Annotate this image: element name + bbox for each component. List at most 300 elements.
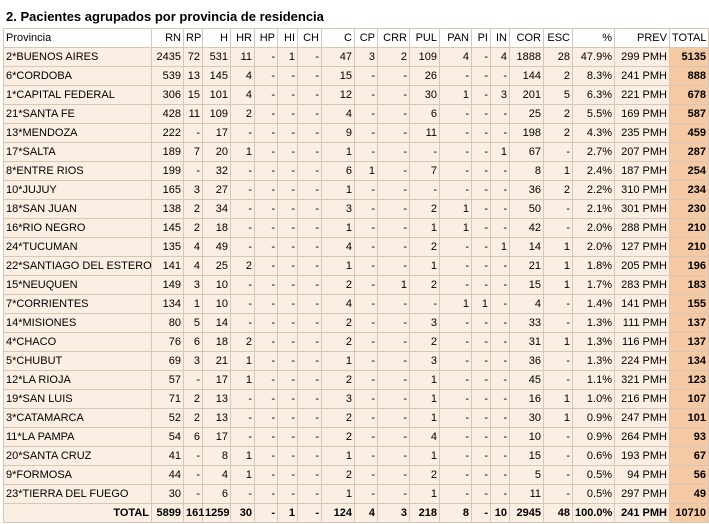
- value-cell: 134: [670, 352, 709, 371]
- value-cell: 297 PMH: [615, 485, 670, 504]
- value-cell: 1: [410, 371, 440, 390]
- total-cell: -: [255, 504, 278, 523]
- value-cell: -: [298, 371, 322, 390]
- value-cell: 3: [355, 48, 378, 67]
- column-header-hr: HR: [231, 29, 255, 48]
- column-header-rn: RN: [152, 29, 184, 48]
- value-cell: 67: [510, 143, 544, 162]
- value-cell: 45: [510, 371, 544, 390]
- table-row: [4, 371, 709, 390]
- value-cell: 30: [152, 485, 184, 504]
- value-cell: 6: [322, 162, 355, 181]
- value-cell: -: [298, 48, 322, 67]
- province-cell: 10*JUJUY: [4, 181, 152, 200]
- column-header-rp: RP: [184, 29, 203, 48]
- value-cell: -: [440, 276, 472, 295]
- value-cell: 2: [231, 333, 255, 352]
- value-cell: 8: [203, 447, 231, 466]
- value-cell: -: [355, 219, 378, 238]
- value-cell: -: [278, 67, 298, 86]
- value-cell: 2.0%: [573, 238, 615, 257]
- value-cell: -: [355, 390, 378, 409]
- value-cell: 5135: [670, 48, 709, 67]
- value-cell: -: [378, 409, 410, 428]
- value-cell: 21: [203, 352, 231, 371]
- value-cell: 1: [544, 390, 573, 409]
- value-cell: -: [298, 67, 322, 86]
- value-cell: -: [378, 238, 410, 257]
- total-cell: 10: [491, 504, 510, 523]
- value-cell: -: [255, 390, 278, 409]
- value-cell: -: [231, 219, 255, 238]
- value-cell: -: [472, 276, 491, 295]
- value-cell: 137: [670, 314, 709, 333]
- value-cell: -: [298, 447, 322, 466]
- province-cell: 18*SAN JUAN: [4, 200, 152, 219]
- value-cell: 1: [440, 200, 472, 219]
- value-cell: 8: [510, 162, 544, 181]
- value-cell: 5.5%: [573, 105, 615, 124]
- value-cell: -: [255, 485, 278, 504]
- value-cell: -: [278, 238, 298, 257]
- value-cell: 888: [670, 67, 709, 86]
- total-label: TOTAL: [4, 504, 152, 523]
- value-cell: 9: [322, 124, 355, 143]
- value-cell: 198: [510, 124, 544, 143]
- value-cell: -: [472, 238, 491, 257]
- province-cell: 2*BUENOS AIRES: [4, 48, 152, 67]
- value-cell: -: [255, 105, 278, 124]
- value-cell: -: [298, 181, 322, 200]
- value-cell: -: [298, 466, 322, 485]
- value-cell: -: [378, 428, 410, 447]
- value-cell: 230: [670, 200, 709, 219]
- value-cell: 2: [410, 238, 440, 257]
- value-cell: 2: [544, 124, 573, 143]
- value-cell: 141 PMH: [615, 295, 670, 314]
- value-cell: 30: [410, 86, 440, 105]
- value-cell: -: [355, 409, 378, 428]
- province-cell: 20*SANTA CRUZ: [4, 447, 152, 466]
- value-cell: 310 PMH: [615, 181, 670, 200]
- value-cell: -: [472, 485, 491, 504]
- value-cell: -: [378, 485, 410, 504]
- column-header-percent: %: [573, 29, 615, 48]
- value-cell: -: [298, 143, 322, 162]
- value-cell: 189: [152, 143, 184, 162]
- value-cell: 1.3%: [573, 314, 615, 333]
- value-cell: 2: [322, 314, 355, 333]
- value-cell: 1: [440, 295, 472, 314]
- table-row: [4, 86, 709, 105]
- value-cell: 135: [152, 238, 184, 257]
- value-cell: 4: [322, 295, 355, 314]
- value-cell: -: [410, 295, 440, 314]
- value-cell: 67: [670, 447, 709, 466]
- value-cell: 101: [203, 86, 231, 105]
- value-cell: -: [440, 409, 472, 428]
- value-cell: 221 PMH: [615, 86, 670, 105]
- table-row: [4, 238, 709, 257]
- value-cell: 1: [322, 485, 355, 504]
- value-cell: 1.3%: [573, 333, 615, 352]
- total-cell: 100.0%: [573, 504, 615, 523]
- value-cell: 13: [203, 409, 231, 428]
- value-cell: 1: [410, 409, 440, 428]
- value-cell: 149: [152, 276, 184, 295]
- value-cell: 134: [152, 295, 184, 314]
- value-cell: -: [378, 86, 410, 105]
- value-cell: 25: [203, 257, 231, 276]
- value-cell: -: [255, 67, 278, 86]
- table-body: [4, 48, 709, 504]
- value-cell: 4: [410, 428, 440, 447]
- value-cell: -: [355, 105, 378, 124]
- value-cell: -: [298, 428, 322, 447]
- province-cell: 9*FORMOSA: [4, 466, 152, 485]
- value-cell: 1: [440, 219, 472, 238]
- value-cell: 27: [203, 181, 231, 200]
- value-cell: 7: [410, 162, 440, 181]
- value-cell: 196: [670, 257, 709, 276]
- value-cell: -: [298, 295, 322, 314]
- table-row: [4, 257, 709, 276]
- value-cell: 14: [203, 314, 231, 333]
- total-cell: 1: [278, 504, 298, 523]
- value-cell: 138: [152, 200, 184, 219]
- value-cell: 2435: [152, 48, 184, 67]
- value-cell: 0.9%: [573, 428, 615, 447]
- value-cell: -: [440, 371, 472, 390]
- value-cell: -: [184, 485, 203, 504]
- value-cell: 1: [322, 352, 355, 371]
- section-title: 2. Pacientes agrupados por provincia de residencia: [6, 9, 324, 24]
- value-cell: -: [378, 295, 410, 314]
- value-cell: 10: [203, 295, 231, 314]
- value-cell: 49: [670, 485, 709, 504]
- value-cell: 20: [203, 143, 231, 162]
- province-cell: 6*CORDOBA: [4, 67, 152, 86]
- value-cell: -: [544, 314, 573, 333]
- table-row: [4, 105, 709, 124]
- value-cell: 11: [231, 48, 255, 67]
- value-cell: -: [472, 67, 491, 86]
- value-cell: 1: [278, 48, 298, 67]
- value-cell: 11: [410, 124, 440, 143]
- value-cell: 4: [322, 238, 355, 257]
- value-cell: 1: [491, 143, 510, 162]
- value-cell: -: [440, 124, 472, 143]
- table-row: [4, 466, 709, 485]
- column-header-h: H: [203, 29, 231, 48]
- value-cell: 2: [410, 276, 440, 295]
- value-cell: -: [491, 105, 510, 124]
- value-cell: 4: [440, 48, 472, 67]
- value-cell: -: [278, 428, 298, 447]
- value-cell: 4: [231, 67, 255, 86]
- value-cell: 15: [184, 86, 203, 105]
- value-cell: -: [355, 485, 378, 504]
- column-header-c: C: [322, 29, 355, 48]
- value-cell: 1: [322, 219, 355, 238]
- value-cell: 254: [670, 162, 709, 181]
- value-cell: -: [278, 333, 298, 352]
- value-cell: -: [255, 48, 278, 67]
- value-cell: 6: [184, 428, 203, 447]
- value-cell: -: [355, 124, 378, 143]
- value-cell: 306: [152, 86, 184, 105]
- province-cell: 14*MISIONES: [4, 314, 152, 333]
- value-cell: -: [298, 86, 322, 105]
- column-header-cp: CP: [355, 29, 378, 48]
- value-cell: 4.3%: [573, 124, 615, 143]
- column-header-in: IN: [491, 29, 510, 48]
- value-cell: 2: [322, 466, 355, 485]
- value-cell: 8.3%: [573, 67, 615, 86]
- value-cell: 2: [184, 409, 203, 428]
- value-cell: -: [298, 276, 322, 295]
- value-cell: 94 PMH: [615, 466, 670, 485]
- value-cell: -: [231, 162, 255, 181]
- value-cell: -: [378, 257, 410, 276]
- value-cell: -: [184, 162, 203, 181]
- value-cell: 2: [322, 371, 355, 390]
- value-cell: -: [255, 428, 278, 447]
- value-cell: -: [255, 143, 278, 162]
- value-cell: -: [355, 238, 378, 257]
- value-cell: 17: [203, 371, 231, 390]
- value-cell: 2: [231, 257, 255, 276]
- table-row: [4, 333, 709, 352]
- value-cell: 93: [670, 428, 709, 447]
- value-cell: -: [440, 105, 472, 124]
- value-cell: -: [298, 485, 322, 504]
- value-cell: 71: [152, 390, 184, 409]
- table-row: [4, 352, 709, 371]
- column-header-total: TOTAL: [670, 29, 709, 48]
- value-cell: 5: [510, 466, 544, 485]
- value-cell: 207 PMH: [615, 143, 670, 162]
- value-cell: 4: [203, 466, 231, 485]
- value-cell: -: [355, 257, 378, 276]
- value-cell: -: [472, 105, 491, 124]
- value-cell: 531: [203, 48, 231, 67]
- value-cell: -: [278, 466, 298, 485]
- value-cell: -: [491, 466, 510, 485]
- value-cell: 56: [670, 466, 709, 485]
- value-cell: -: [472, 48, 491, 67]
- value-cell: 2: [410, 200, 440, 219]
- value-cell: 3: [491, 86, 510, 105]
- value-cell: -: [544, 143, 573, 162]
- value-cell: 17: [203, 124, 231, 143]
- value-cell: -: [255, 409, 278, 428]
- value-cell: -: [231, 390, 255, 409]
- value-cell: 247 PMH: [615, 409, 670, 428]
- value-cell: 1: [440, 86, 472, 105]
- value-cell: 2: [410, 333, 440, 352]
- value-cell: 3: [322, 200, 355, 219]
- value-cell: 0.5%: [573, 485, 615, 504]
- table-row: [4, 67, 709, 86]
- table-row: [4, 447, 709, 466]
- value-cell: -: [491, 219, 510, 238]
- value-cell: 10: [203, 276, 231, 295]
- value-cell: 4: [231, 86, 255, 105]
- value-cell: -: [440, 314, 472, 333]
- value-cell: -: [231, 181, 255, 200]
- value-cell: 199: [152, 162, 184, 181]
- value-cell: -: [255, 333, 278, 352]
- value-cell: -: [255, 447, 278, 466]
- value-cell: -: [355, 466, 378, 485]
- column-header-esc: ESC: [544, 29, 573, 48]
- total-cell: 5899: [152, 504, 184, 523]
- province-cell: 13*MENDOZA: [4, 124, 152, 143]
- value-cell: 2: [322, 409, 355, 428]
- value-cell: -: [472, 352, 491, 371]
- province-cell: 8*ENTRE RIOS: [4, 162, 152, 181]
- value-cell: -: [278, 257, 298, 276]
- table-row: [4, 428, 709, 447]
- column-header-ch: CH: [298, 29, 322, 48]
- value-cell: 6.3%: [573, 86, 615, 105]
- column-header-prev: PREV: [615, 29, 670, 48]
- value-cell: 2.2%: [573, 181, 615, 200]
- value-cell: -: [491, 352, 510, 371]
- value-cell: -: [278, 352, 298, 371]
- value-cell: -: [278, 105, 298, 124]
- value-cell: 222: [152, 124, 184, 143]
- value-cell: 2: [544, 105, 573, 124]
- column-header-crr: CRR: [378, 29, 410, 48]
- total-cell: 3: [378, 504, 410, 523]
- value-cell: 123: [670, 371, 709, 390]
- value-cell: 13: [203, 390, 231, 409]
- province-cell: 1*CAPITAL FEDERAL: [4, 86, 152, 105]
- value-cell: -: [278, 314, 298, 333]
- value-cell: -: [440, 67, 472, 86]
- value-cell: 1: [378, 276, 410, 295]
- value-cell: -: [378, 200, 410, 219]
- value-cell: 3: [322, 390, 355, 409]
- column-header-pul: PUL: [410, 29, 440, 48]
- value-cell: -: [231, 314, 255, 333]
- value-cell: -: [440, 143, 472, 162]
- province-cell: 7*CORRIENTES: [4, 295, 152, 314]
- value-cell: -: [255, 466, 278, 485]
- value-cell: 14: [510, 238, 544, 257]
- value-cell: -: [231, 200, 255, 219]
- value-cell: 1: [231, 466, 255, 485]
- value-cell: 1: [410, 219, 440, 238]
- total-cell: 30: [231, 504, 255, 523]
- value-cell: -: [491, 485, 510, 504]
- value-cell: 1: [410, 447, 440, 466]
- value-cell: -: [440, 181, 472, 200]
- value-cell: -: [255, 352, 278, 371]
- value-cell: -: [544, 466, 573, 485]
- total-cell: 4: [355, 504, 378, 523]
- total-cell: -: [472, 504, 491, 523]
- value-cell: 3: [184, 276, 203, 295]
- value-cell: 6: [410, 105, 440, 124]
- value-cell: -: [544, 447, 573, 466]
- total-cell: 10710: [670, 504, 709, 523]
- value-cell: -: [472, 314, 491, 333]
- value-cell: 47: [322, 48, 355, 67]
- value-cell: 299 PMH: [615, 48, 670, 67]
- value-cell: -: [355, 67, 378, 86]
- value-cell: -: [255, 371, 278, 390]
- value-cell: -: [472, 219, 491, 238]
- value-cell: 31: [510, 333, 544, 352]
- value-cell: -: [355, 428, 378, 447]
- value-cell: -: [440, 238, 472, 257]
- value-cell: 21: [510, 257, 544, 276]
- value-cell: 1.1%: [573, 371, 615, 390]
- table-row: [4, 409, 709, 428]
- value-cell: -: [298, 162, 322, 181]
- value-cell: -: [491, 162, 510, 181]
- value-cell: -: [298, 238, 322, 257]
- value-cell: 15: [510, 447, 544, 466]
- value-cell: 1: [322, 257, 355, 276]
- value-cell: -: [278, 162, 298, 181]
- value-cell: 2.0%: [573, 219, 615, 238]
- value-cell: -: [472, 466, 491, 485]
- value-cell: 42: [510, 219, 544, 238]
- value-cell: -: [544, 485, 573, 504]
- province-cell: 17*SALTA: [4, 143, 152, 162]
- table-row: [4, 143, 709, 162]
- table-row: [4, 48, 709, 67]
- value-cell: -: [440, 257, 472, 276]
- value-cell: 2: [184, 200, 203, 219]
- value-cell: -: [472, 390, 491, 409]
- value-cell: 109: [410, 48, 440, 67]
- value-cell: 127 PMH: [615, 238, 670, 257]
- value-cell: 321 PMH: [615, 371, 670, 390]
- value-cell: -: [491, 67, 510, 86]
- value-cell: 69: [152, 352, 184, 371]
- value-cell: -: [255, 86, 278, 105]
- value-cell: -: [255, 238, 278, 257]
- value-cell: -: [298, 105, 322, 124]
- table-row: [4, 314, 709, 333]
- value-cell: -: [378, 162, 410, 181]
- value-cell: -: [255, 219, 278, 238]
- value-cell: -: [491, 371, 510, 390]
- value-cell: -: [278, 181, 298, 200]
- value-cell: 1: [410, 257, 440, 276]
- value-cell: -: [231, 485, 255, 504]
- value-cell: -: [278, 86, 298, 105]
- value-cell: -: [472, 428, 491, 447]
- value-cell: -: [355, 143, 378, 162]
- value-cell: -: [544, 428, 573, 447]
- value-cell: -: [440, 447, 472, 466]
- value-cell: 234: [670, 181, 709, 200]
- table-row: [4, 219, 709, 238]
- value-cell: 109: [203, 105, 231, 124]
- table-row: [4, 276, 709, 295]
- value-cell: 5: [184, 314, 203, 333]
- value-cell: 101: [670, 409, 709, 428]
- value-cell: -: [355, 295, 378, 314]
- value-cell: -: [472, 162, 491, 181]
- value-cell: 3: [410, 314, 440, 333]
